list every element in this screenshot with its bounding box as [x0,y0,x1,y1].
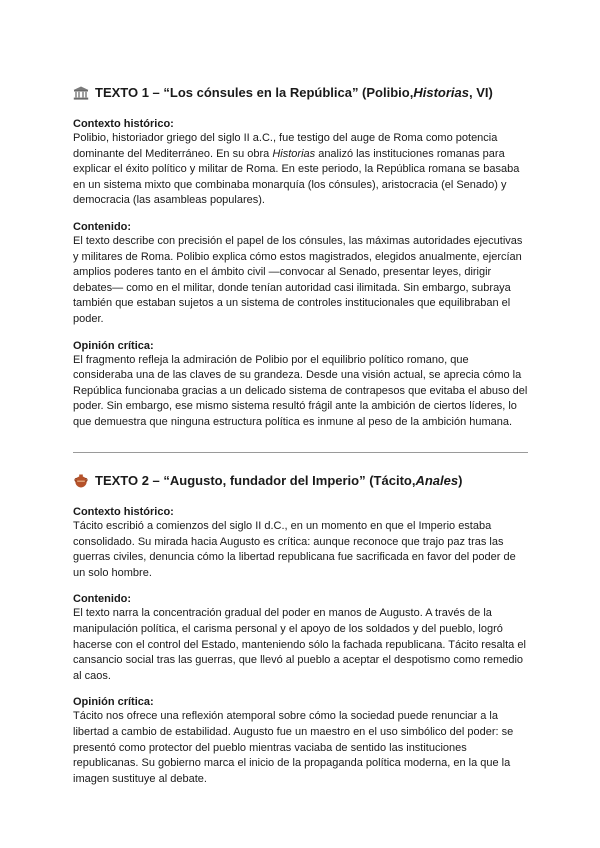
text-2-title-work: Anales [415,473,459,488]
amphora-icon [73,474,89,488]
text-1-title-work: Historias [413,85,469,100]
text-1-title-suffix: , VI) [468,85,493,100]
section-divider [73,452,528,453]
text-2-context-paragraph: Tácito escribió a comienzos del siglo II d.C., en un momento en que el Imperio estaba consolidado. Su mirada hacia Augusto es crítica: aunque reconoce que trajo paz tras las guerras civiles, denuncia cómo la libertad republicana fue sacrificada en favor del poder de un solo hombre. [73,520,516,579]
text-1-title-prefix: TEXTO 1 – “Los cónsules en la República” (Polibio, [95,85,414,100]
classical-building-icon [73,86,89,100]
text-2-opinion-heading: Opinión crítica: [73,696,154,709]
text-1-content-heading: Contenido: [73,220,132,233]
text-1-title [73,84,528,101]
text-2-title-prefix: TEXTO 2 – “Augusto, fundador del Imperio” (Tácito, [95,473,416,488]
text-1-context-heading: Contexto histórico: [73,118,174,130]
text-2-content-paragraph: El texto narra la concentración gradual del poder en manos de Augusto. A través de la manipulación política, el carisma personal y el apoyo de los soldados y del pueblo, logró hacerse con el control del Estado, manteniendo sólo la fachada republicana. Tácito resalta el cansancio social tras las guerras, que llevó al pueblo a aceptar el despotismo como remedio al caos. [73,607,526,682]
text-1-context-part-b: analizó las instituciones romanas para explicar el éxito político y militar de Roma. En este periodo, la República romana se basaba en un sistema mixto que combinaba monarquía (los cónsules), aristocracia (el Senado) y democracia (las asambleas populares). [73,147,520,207]
text-2-section [73,472,528,798]
text-1-opinion-heading: Opinión crítica: [73,339,154,352]
text-2-content-heading: Contenido: [73,593,132,606]
text-2-opinion-paragraph: Tácito nos ofrece una reflexión atemporal sobre cómo la sociedad puede renunciar a la libertad a cambio de estabilidad. Augusto fue un maestro en el uso simbólico del poder: se presentó como protector del pueblo mientras vaciaba de sentido las instituciones republicanas. Su gobierno marca el inicio de la propaganda política moderna, en la que la imagen sustituye al debate. [73,710,514,785]
text-1-context-paragraph [73,131,528,209]
text-1-section [73,84,528,442]
text-1-context-work: Historias [272,147,316,160]
text-2-title [73,472,528,489]
text-2-context-heading: Contexto histórico: [73,506,174,518]
text-2-title-suffix: ) [458,473,463,488]
text-1-context-part-a: Polibio, historiador griego del siglo II a.C., fue testigo del auge de Roma como potencia dominante del Mediterráneo. En su obra [73,132,498,160]
text-1-opinion-paragraph: El fragmento refleja la admiración de Polibio por el equilibrio político romano, que consideraba una de las claves de su grandeza. Desde una visión actual, se aprecia cómo la República funcionaba gracias a un delicado sistema de contrapesos que evitaba el abuso del poder. Sin embargo, ese mismo sistema resultó frágil ante la ambición de ciertos líderes, lo que demuestra que ninguna estructura política es inmune al peso de la ambición humana. [73,353,528,428]
text-1-content-paragraph: El texto describe con precisión el papel de los cónsules, las máximas autoridades ejecutivas y militares de Roma. Polibio explica cómo estos magistrados, elegidos anualmente, ejercían amplios poderes tanto en el ámbito civil —convocar al Senado, presentar leyes, dirigir debates— como en el militar, donde tenían autoridad casi ilimitada. Sin embargo, subraya también que estaban sujetos a un sistema de controles institucionales que equilibraban el poder. [73,234,523,325]
